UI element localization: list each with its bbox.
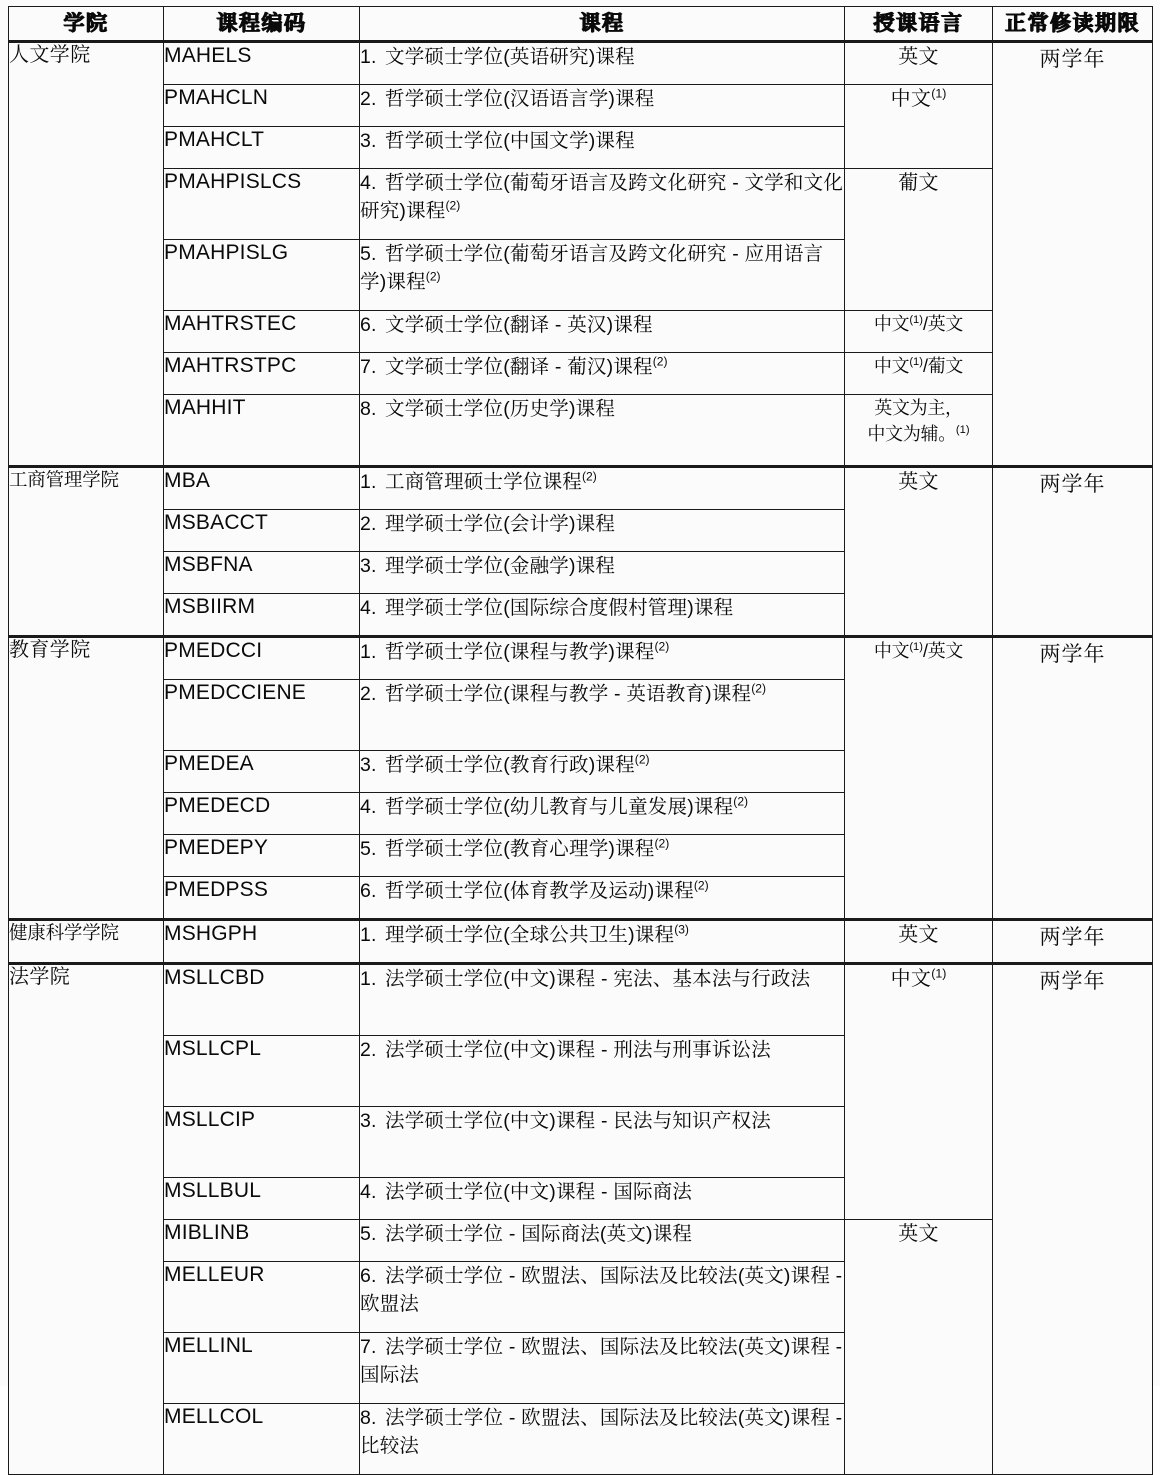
program-index: 1. [360,471,377,493]
program-title: 法学硕士学位(中文)课程 - 宪法、基本法与行政法 [385,968,811,990]
program-code-cell: MAHELS [164,42,360,85]
program-title: 法学硕士学位(中文)课程 - 民法与知识产权法 [385,1110,771,1132]
footnote-marker: (2) [751,681,766,696]
program-index: 2. [360,88,377,110]
program-name-cell [360,1333,845,1404]
program-index: 4. [360,1181,377,1203]
column-header-school: 学院 [9,7,164,42]
program-index: 2. [360,513,377,535]
teaching-language-cell [845,964,993,1220]
teaching-language: 中文 [873,314,910,334]
school-name: 工商管理学院 [9,469,119,490]
program-name-cell [360,1178,845,1220]
program-code-cell: MSLLCBD [164,964,360,1036]
program-title: 哲学硕士学位(体育教学及运动)课程 [385,880,694,902]
program-code-cell: MSHGPH [164,920,360,964]
program-name-cell [360,877,845,920]
study-duration-cell: 两学年 [993,920,1153,964]
program-name-cell [360,1404,845,1475]
program-title: 哲学硕士学位(课程与教学 - 英语教育)课程 [385,683,752,705]
school-name: 健康科学学院 [9,922,119,943]
program-code-cell: MSBFNA [164,552,360,594]
teaching-language-line2: 中文为辅。$^{(1)}$ [867,424,970,445]
program-title: 哲学硕士学位(葡萄牙语言及跨文化研究 - 文学和文化研究)课程 [360,172,844,223]
program-name-cell [360,42,845,85]
teaching-language: 中文 [873,641,910,661]
footnote-marker: (2) [733,794,749,809]
program-index: 3. [360,555,377,577]
program-code-cell: PMEDECD [164,793,360,835]
program-code-cell: MSLLBUL [164,1178,360,1220]
program-code-cell: MSBIIRM [164,594,360,637]
program-name-cell [360,395,845,467]
program-index: 7. [360,1336,377,1358]
program-name-cell [360,637,845,680]
program-title: 理学硕士学位(全球公共卫生)课程 [385,924,675,946]
table-row [9,920,1153,964]
table-header [9,7,1153,42]
program-title: 理学硕士学位(金融学)课程 [385,555,616,577]
program-name-cell [360,835,845,877]
footnote-marker: (2) [654,639,670,654]
program-title: 哲学硕士学位(葡萄牙语言及跨文化研究 - 应用语言学)课程 [360,243,824,294]
footnote-marker: (1) [931,86,947,101]
footnote-marker: (2) [652,354,668,369]
column-header-language: 授课语言 [845,7,993,42]
program-code-cell: MAHTRSTPC [164,353,360,395]
program-code-cell: MAHTRSTEC [164,311,360,353]
table-row [9,395,1153,467]
program-code-cell: MSLLCPL [164,1036,360,1107]
program-name-cell [360,552,845,594]
program-title: 法学硕士学位 - 欧盟法、国际法及比较法(英文)课程 - 国际法 [360,1336,843,1387]
program-name-cell [360,1262,845,1333]
program-title: 理学硕士学位(会计学)课程 [385,513,616,535]
footnote-marker: (1) [931,966,947,981]
teaching-language-secondary: /英文 [922,314,964,334]
program-title: 文学硕士学位(英语研究)课程 [385,46,635,68]
program-title: 哲学硕士学位(教育行政)课程 [385,754,635,776]
program-name-cell [360,85,845,127]
program-index: 4. [360,597,377,619]
program-name-cell [360,467,845,510]
program-name-cell [360,793,845,835]
program-code-cell: PMEDCCIENE [164,680,360,751]
program-index: 2. [360,1039,377,1061]
program-title: 文学硕士学位(历史学)课程 [385,398,616,420]
program-title: 哲学硕士学位(幼儿教育与儿童发展)课程 [385,796,734,818]
teaching-language: 中文 [873,356,910,376]
teaching-language-cell [845,85,993,169]
header-row [9,7,1153,42]
teaching-language: 中文 [890,88,932,110]
footnote-marker: (1) [909,356,923,368]
program-code-cell: PMAHCLN [164,85,360,127]
program-name-cell [360,1220,845,1262]
program-code-cell: PMEDCCI [164,637,360,680]
program-code-cell: PMEDEA [164,751,360,793]
program-index: 8. [360,1407,377,1429]
teaching-language-cell [845,42,993,85]
footnote-marker: (1) [909,641,923,653]
school-name-cell [9,637,164,920]
teaching-language: 葡文 [898,172,939,194]
program-name-cell [360,1036,845,1107]
school-name: 人文学院 [9,44,91,66]
program-index: 5. [360,838,377,860]
program-index: 4. [360,172,377,194]
table-row [9,169,1153,240]
program-index: 1. [360,968,377,990]
table-row [9,42,1153,85]
table-row [9,467,1153,510]
program-code-cell: MBA [164,467,360,510]
study-duration-cell: 两学年 [993,964,1153,1475]
program-index: 8. [360,398,377,420]
program-title: 哲学硕士学位(课程与教学)课程 [385,641,655,663]
program-code-cell: MIBLINB [164,1220,360,1262]
program-index: 6. [360,1265,377,1287]
program-index: 1. [360,46,377,68]
program-code-cell: PMAHCLT [164,127,360,169]
school-name-cell [9,964,164,1475]
program-name-cell [360,510,845,552]
teaching-language-cell [845,920,993,964]
study-duration-cell: 两学年 [993,637,1153,920]
program-title: 哲学硕士学位(中国文学)课程 [385,130,635,152]
program-index: 3. [360,1110,377,1132]
program-code-cell: MELLEUR [164,1262,360,1333]
table-row [9,637,1153,680]
teaching-language: 中文 [890,968,932,990]
table-row [9,353,1153,395]
program-index: 5. [360,243,377,265]
footnote-marker: (2) [654,836,670,851]
program-index: 4. [360,796,377,818]
program-title: 法学硕士学位 - 国际商法(英文)课程 [385,1223,693,1245]
program-code-cell: MSBACCT [164,510,360,552]
program-name-cell [360,594,845,637]
program-title: 法学硕士学位(中文)课程 - 国际商法 [385,1181,693,1203]
table-row [9,85,1153,127]
program-index: 1. [360,641,377,663]
school-name-cell [9,467,164,637]
footnote-marker: (2) [634,752,650,767]
school-name: 法学院 [9,966,71,988]
teaching-language-secondary: /英文 [922,641,964,661]
teaching-language-cell [845,353,993,395]
teaching-language: 英文 [898,1223,939,1245]
program-index: 1. [360,924,377,946]
study-duration-cell: 两学年 [993,467,1153,637]
program-name-cell [360,680,845,751]
table-row [9,964,1153,1036]
program-name-cell [360,311,845,353]
program-index: 5. [360,1223,377,1245]
teaching-language: 英文 [898,471,939,493]
study-duration-cell: 两学年 [993,42,1153,467]
column-header-code: 课程编码 [164,7,360,42]
program-title: 工商管理硕士学位课程 [385,471,583,493]
teaching-language-line1: 英文为主， [874,398,963,418]
postgraduate-programs-table [8,6,1153,1475]
teaching-language-cell [845,311,993,353]
teaching-language: 英文 [898,46,939,68]
footnote-marker: (2) [693,878,709,893]
program-name-cell [360,920,845,964]
teaching-language-cell [845,1220,993,1475]
program-title: 文学硕士学位(翻译 - 葡汉)课程 [385,356,653,378]
program-title: 哲学硕士学位(汉语语言学)课程 [385,88,655,110]
footnote-marker: (2) [425,269,441,284]
program-name-cell [360,240,845,311]
footnote-marker: (2) [445,198,461,213]
school-name-cell [9,42,164,467]
school-name-cell [9,920,164,964]
program-name-cell [360,127,845,169]
program-title: 法学硕士学位 - 欧盟法、国际法及比较法(英文)课程 - 欧盟法 [360,1265,843,1316]
teaching-language-cell [845,169,993,311]
column-header-course: 课程 [360,7,845,42]
teaching-language-secondary: /葡文 [922,356,964,376]
program-name-cell [360,169,845,240]
program-code-cell: MELLINL [164,1333,360,1404]
program-name-cell [360,751,845,793]
table-row [9,1220,1153,1262]
program-code-cell: PMEDPSS [164,877,360,920]
program-index: 6. [360,880,377,902]
program-title: 法学硕士学位 - 欧盟法、国际法及比较法(英文)课程 - 比较法 [360,1407,843,1458]
program-title: 理学硕士学位(国际综合度假村管理)课程 [385,597,734,619]
column-header-duration: 正常修读期限 [993,7,1153,42]
program-index: 2. [360,683,377,705]
footnote-marker: (1) [955,424,970,437]
program-index: 3. [360,130,377,152]
table-row [9,311,1153,353]
program-name-cell [360,964,845,1036]
school-name: 教育学院 [9,639,91,661]
program-code-cell: PMAHPISLCS [164,169,360,240]
teaching-language-cell [845,395,993,467]
program-title: 哲学硕士学位(教育心理学)课程 [385,838,655,860]
program-title: 法学硕士学位(中文)课程 - 刑法与刑事诉讼法 [385,1039,771,1061]
teaching-language: 英文 [898,924,939,946]
footnote-marker: (1) [909,314,923,326]
program-code-cell: PMAHPISLG [164,240,360,311]
program-code-cell: MELLCOL [164,1404,360,1475]
table-body [9,42,1153,1475]
program-name-cell [360,1107,845,1178]
program-index: 6. [360,314,377,336]
program-code-cell: PMEDEPY [164,835,360,877]
teaching-language-cell [845,637,993,920]
program-code-cell: MAHHIT [164,395,360,467]
program-name-cell [360,353,845,395]
program-code-cell: MSLLCIP [164,1107,360,1178]
program-index: 7. [360,356,377,378]
program-index: 3. [360,754,377,776]
program-title: 文学硕士学位(翻译 - 英汉)课程 [385,314,653,336]
teaching-language-cell [845,467,993,637]
footnote-marker: (3) [674,922,689,937]
footnote-marker: (2) [582,469,597,484]
